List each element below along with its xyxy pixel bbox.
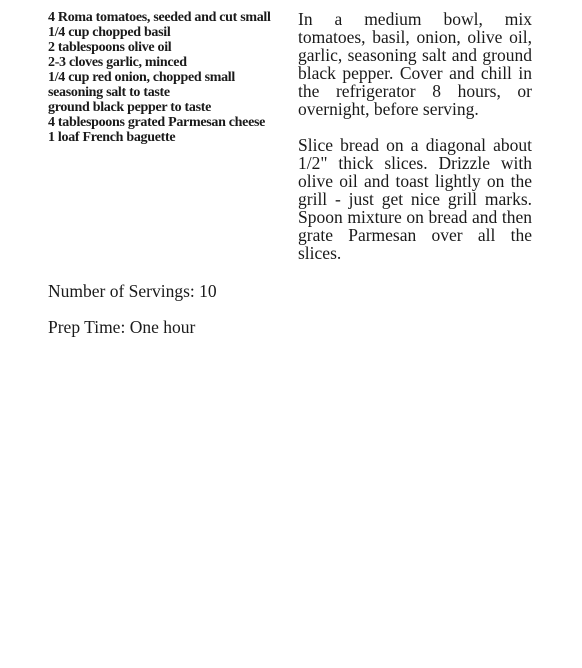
- ingredient-list: [48, 10, 288, 145]
- prep-time-text: Prep Time: One hour: [48, 317, 196, 337]
- direction-step: Slice bread on a diagonal about 1/2" thick slices. Drizzle with olive oil and toast lightly on the grill - just get nice grill marks. Spoon mixture on bread and then grate Parmesan over all the slices.: [298, 135, 532, 263]
- ingredient-item: 4 tablespoons grated Parmesan cheese: [48, 115, 266, 130]
- ingredient-item: 1/4 cup chopped basil: [48, 25, 171, 40]
- servings-text: Number of Servings: 10: [48, 281, 217, 301]
- ingredient-item: 2 tablespoons olive oil: [48, 40, 172, 55]
- ingredient-item: 1 loaf French baguette: [48, 130, 176, 145]
- ingredient-item: seasoning salt to taste: [48, 85, 170, 100]
- ingredient-item: ground black pepper to taste: [48, 100, 211, 115]
- ingredient-item: 4 Roma tomatoes, seeded and cut small: [48, 10, 271, 25]
- directions: [298, 10, 532, 280]
- direction-step: In a medium bowl, mix tomatoes, basil, onion, olive oil, garlic, seasoning salt and ground black pepper. Cover and chill in the refrigerator 8 hours, or overnight, before serving.: [298, 9, 532, 119]
- ingredient-item: 1/4 cup red onion, chopped small: [48, 70, 235, 85]
- ingredient-item: 2-3 cloves garlic, minced: [48, 55, 187, 70]
